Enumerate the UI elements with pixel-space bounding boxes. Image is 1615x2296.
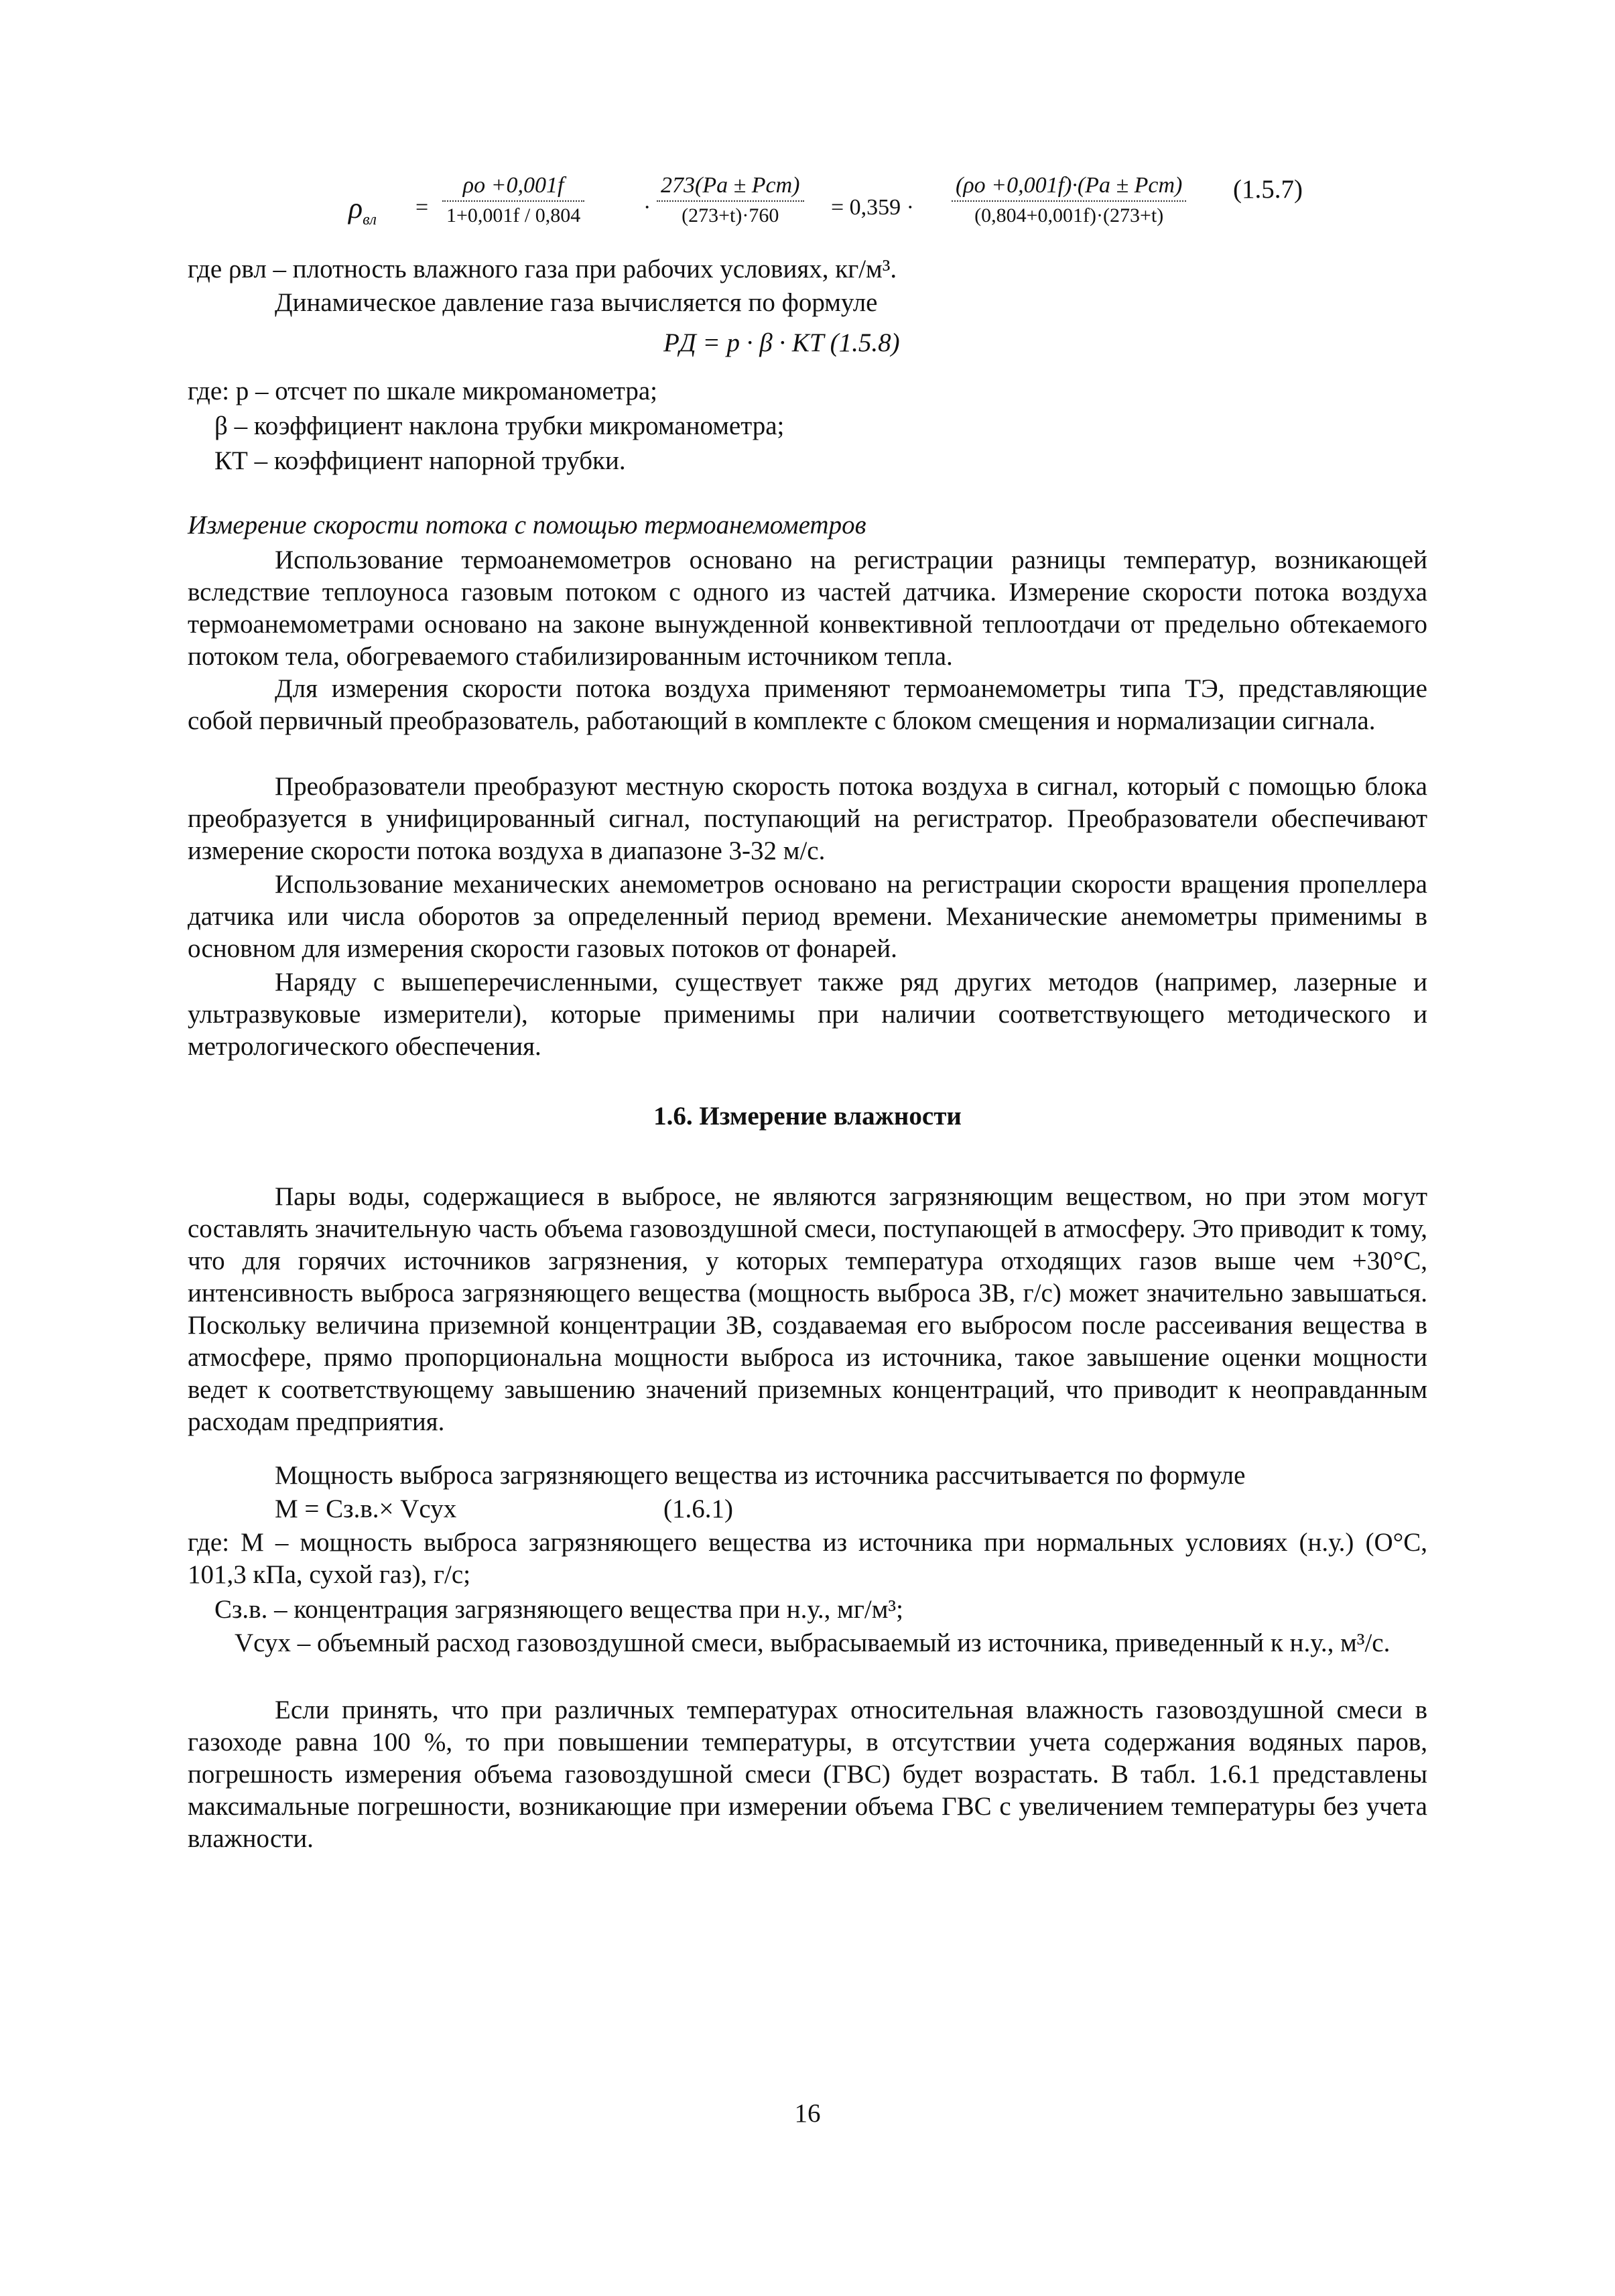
def-m: где: М – мощность выброса загрязняющего вещества из источника при нормальных условиях (н.у.) (О°С, 101,3 кПа, сухой газ), г/с; — [188, 1528, 1427, 1589]
def-c: Cз.в. – концентрация загрязняющего вещества при н.у., мг/м³; — [214, 1595, 903, 1624]
section-heading: 1.6. Измерение влажности — [653, 1102, 962, 1131]
paragraph-5: Наряду с вышеперечисленными, существует также ряд других методов (например, лазерные и ультразвуковые измерители), которые применимы при наличии соответствующего методического и метрологического обеспечения. — [188, 968, 1427, 1061]
fraction-3-numerator: (ρo +0,001f)·(Pa ± Pcm) — [952, 171, 1186, 202]
def-kt: КТ – коэффициент напорной трубки. — [214, 446, 626, 475]
def-p: где: р – отсчет по шкале микроманометра; — [188, 377, 657, 405]
paragraph-4: Использование механических анемометров основано на регистрации скорости вращения пропеллера датчика или числа оборотов за определенный период времени. Механические анемометры применимы в основном для измерения скорости газовых потоков от фонарей. — [188, 870, 1427, 963]
fraction-2 — [657, 171, 804, 230]
formula-1-5-8: PД = p · β · KT (1.5.8) — [663, 328, 900, 357]
formula-lhs: $\rho_{вл}$ — [348, 192, 377, 229]
page-number: 16 — [794, 2099, 821, 2128]
density-definition: где ρвл – плотность влажного газа при рабочих условиях, кг/м³. — [188, 255, 897, 283]
formula-1-6-1-number: (1.6.1) — [663, 1494, 733, 1523]
formula-number: (1.5.7) — [1233, 175, 1303, 204]
paragraph-1: Использование термоанемометров основано на регистрации разницы температур, возникающей вследствие теплоуноса газовым потоком с одного из частей датчика. Измерение скорости потока воздуха термоанемометрами основано на законе вынужденной конвективной теплоотдачи от предельно обтекаемого потоком тела, обогреваемого стабилизированным источником тепла. — [188, 546, 1427, 671]
def-beta: β – коэффициент наклона трубки микроманометра; — [214, 411, 785, 440]
fraction-1 — [442, 171, 584, 230]
formula-1-6-1: M = Cз.в.× Vсух — [275, 1494, 457, 1523]
equals-sign: = — [415, 195, 429, 220]
paragraph-7: Мощность выброса загрязняющего вещества из источника рассчитывается по формуле — [275, 1461, 1246, 1490]
fraction-3-denominator: (0,804+0,001f)·(273+t) — [974, 204, 1164, 227]
fraction-1-numerator: ρo +0,001f — [442, 171, 584, 202]
paragraph-6: Пары воды, содержащиеся в выбросе, не являются загрязняющим веществом, но при этом могут составлять значительную часть объема газовоздушной смеси, поступающей в атмосферу. Это приводит к тому, что для горячих источников загрязнения, у которых температура отходящих газов выше чем +30°С, интенсивность выброса загрязняющего вещества (мощность выброса ЗВ, г/с) может значительно завышаться. Поскольку величина приземной концентрации ЗВ, создаваемая его выбросом после рассеивания вещества в атмосфере, прямо пропорциональна мощности выброса из источника, такое завышение оценки мощности ведет к соответствующему завышению значений приземных концентраций, что приводит к неоправданным расходам предприятия. — [188, 1182, 1427, 1436]
multiply-dot: · — [643, 195, 651, 220]
fraction-2-denominator: (273+t)·760 — [682, 204, 779, 227]
fraction-1-denominator: 1+0,001f / 0,804 — [446, 204, 581, 227]
dynamic-pressure-intro: Динамическое давление газа вычисляется по формуле — [275, 288, 878, 317]
formula-1-5-7 — [348, 171, 1488, 251]
coefficient: = 0,359 · — [831, 195, 914, 220]
fraction-3 — [952, 171, 1186, 230]
paragraph-2: Для измерения скорости потока воздуха применяют термоанемометры типа ТЭ, представляющие собой первичный преобразователь, работающий в комплекте с блоком смещения и нормализации сигнала. — [188, 674, 1427, 735]
paragraph-8: Если принять, что при различных температурах относительная влажность газовоздушной смеси в газоходе равна 100 %, то при повышении температуры, в отсутствии учета содержания водяных паров, погрешность измерения объема газовоздушной смеси (ГВС) будет возрастать. В табл. 1.6.1 представлены максимальные погрешности, возникающие при измерении объема ГВС с увеличением температуры без учета влажности. — [188, 1696, 1427, 1853]
paragraph-3: Преобразователи преобразуют местную скорость потока воздуха в сигнал, который с помощью блока преобразуется в унифицированный сигнал, поступающий на регистратор. Преобразователи обеспечивают измерение скорости потока воздуха в диапазоне 3-32 м/с. — [188, 772, 1427, 865]
subsection-heading: Измерение скорости потока с помощью термоанемометров — [188, 511, 866, 539]
def-v: Vсух – объемный расход газовоздушной смеси, выбрасываемый из источника, приведенный к н.у., м³/с. — [235, 1629, 1391, 1657]
fraction-2-numerator: 273(Pa ± Pcm) — [657, 171, 804, 202]
